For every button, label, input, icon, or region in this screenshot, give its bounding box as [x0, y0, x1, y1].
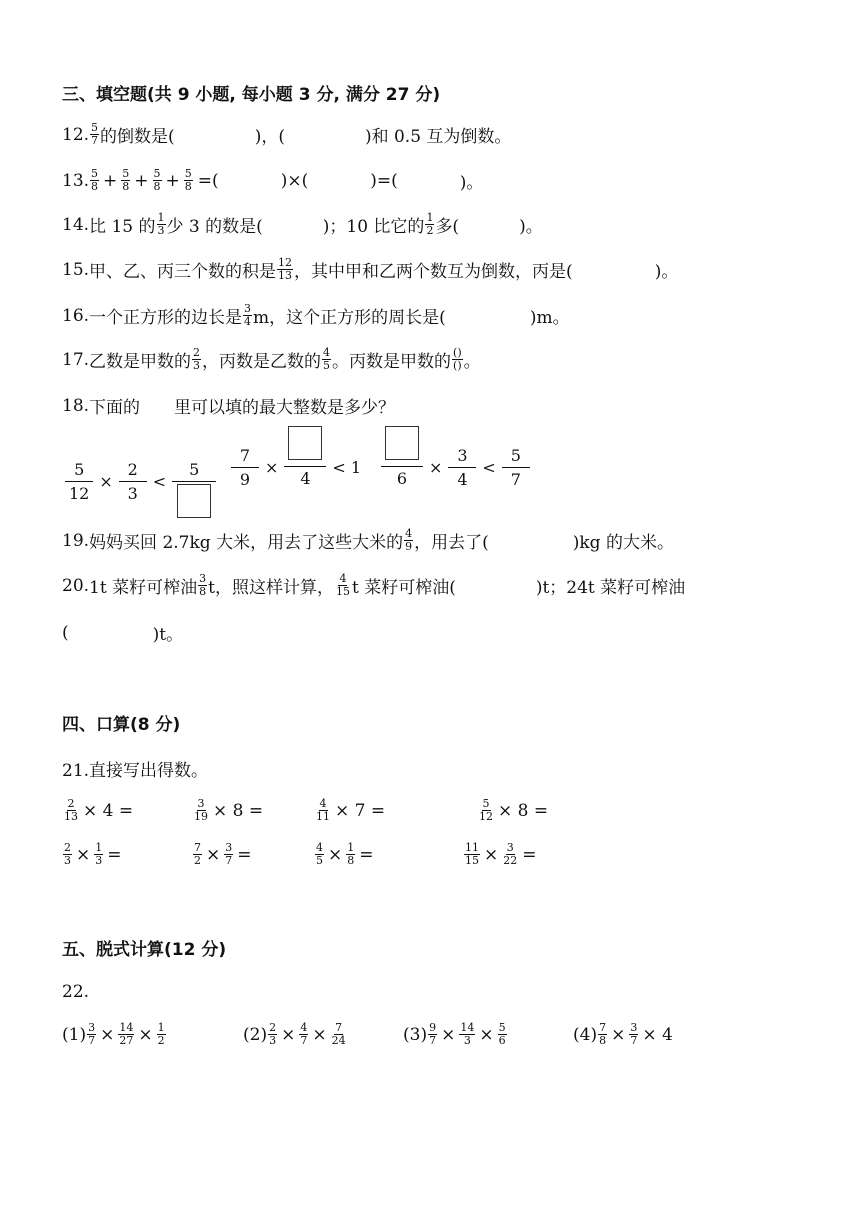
- question-22: 22.: [62, 982, 90, 1002]
- inequality-3: 6 × $\frac{3}{4}$ < 5 7: [378, 446, 533, 489]
- question-14: 14. 比 15 的 $\frac{1}{3}$ 少 3 的数是( )；10 比它的 $\frac{1}{2}$ 多( )。: [62, 211, 543, 237]
- step-calc-4: (4) $\frac{7}{8}$ × $\frac{3}{7}$ × 4: [573, 1021, 673, 1047]
- question-18: 18. 下面的 里可以填的最大整数是多少？: [62, 395, 396, 418]
- inequality-1: $\frac{5}{12}$ × $\frac{2}{3}$ < 5: [62, 440, 219, 522]
- question-20: 20. 1t 菜籽可榨油 $\frac{3}{8}$ t，照这样计算， $\frac{4}{15}$ t 菜籽可榨油( )t；24t 菜籽可榨油: [62, 572, 686, 598]
- answer-box[interactable]: [288, 426, 322, 460]
- question-21: 21.直接写出得数。: [62, 761, 209, 781]
- question-17: 17. 乙数是甲数的 $\frac{2}{3}$ ，丙数是乙数的 $\frac{4}{5}$ 。丙数是甲数的 $\frac{()}{()}$ 。: [62, 346, 481, 372]
- mental-calc-1: $\frac{2}{13}$ × 4 =: [64, 797, 134, 823]
- question-13: 13. $\frac{5}{8}$ + $\frac{5}{8}$ + $\frac{5}{8}$ + $\frac{5}{8}$ =( )×( )=( )。: [62, 167, 484, 193]
- step-calc-2: (2) $\frac{2}{3}$ × $\frac{4}{7}$ × $\frac{7}{24}$: [243, 1021, 346, 1047]
- question-15: 15. 甲、乙、丙三个数的积是 $\frac{12}{13}$ ，其中甲和乙两个数互为倒数，丙是( )。: [62, 256, 679, 282]
- step-calc-3: (3) $\frac{9}{7}$ × $\frac{14}{3}$ × $\frac{5}{6}$: [403, 1021, 506, 1047]
- question-12: 12. $\frac{5}{7}$ 的倒数是( )，( )和 0.5 互为倒数。: [62, 121, 512, 147]
- section-5-title: 五、脱式计算(12 分): [62, 940, 227, 960]
- step-calc-1: (1) $\frac{3}{7}$ × $\frac{14}{27}$ × $\frac{1}{2}$: [62, 1021, 165, 1047]
- mental-calc-8: $\frac{11}{15}$ × $\frac{3}{22}$ =: [465, 841, 537, 867]
- mental-calc-2: $\frac{3}{19}$ × 8 =: [194, 797, 264, 823]
- q12-fraction: $\frac{5}{7}$: [91, 121, 99, 147]
- mental-calc-5: $\frac{2}{3}$ × $\frac{1}{3}$ =: [64, 841, 122, 867]
- answer-box[interactable]: [385, 426, 419, 460]
- mental-calc-3: $\frac{4}{11}$ × 7 =: [316, 797, 386, 823]
- question-20-continued: ( )t。: [62, 622, 184, 645]
- mental-calc-7: $\frac{4}{5}$ × $\frac{1}{8}$ =: [316, 841, 374, 867]
- mental-calc-6: $\frac{7}{2}$ × $\frac{3}{7}$ =: [194, 841, 252, 867]
- section-3-title: 三、填空题(共 9 小题, 每小题 3 分, 满分 27 分): [62, 85, 441, 105]
- answer-box[interactable]: [177, 484, 211, 518]
- mental-calc-4: $\frac{5}{12}$ × 8 =: [479, 797, 549, 823]
- question-16: 16. 一个正方形的边长是 $\frac{3}{4}$ m，这个正方形的周长是( )m。: [62, 302, 570, 328]
- q12-number: 12.: [62, 124, 90, 145]
- question-19: 19. 妈妈买回 2.7kg 大米，用去了这些大米的 $\frac{4}{9}$ ，用去了( )kg 的大米。: [62, 527, 674, 553]
- inequality-2: $\frac{7}{9}$ × 4 < 1: [228, 446, 364, 489]
- blank-fraction[interactable]: $\frac{()}{()}$: [453, 346, 462, 372]
- section-4-title: 四、口算(8 分): [62, 715, 181, 735]
